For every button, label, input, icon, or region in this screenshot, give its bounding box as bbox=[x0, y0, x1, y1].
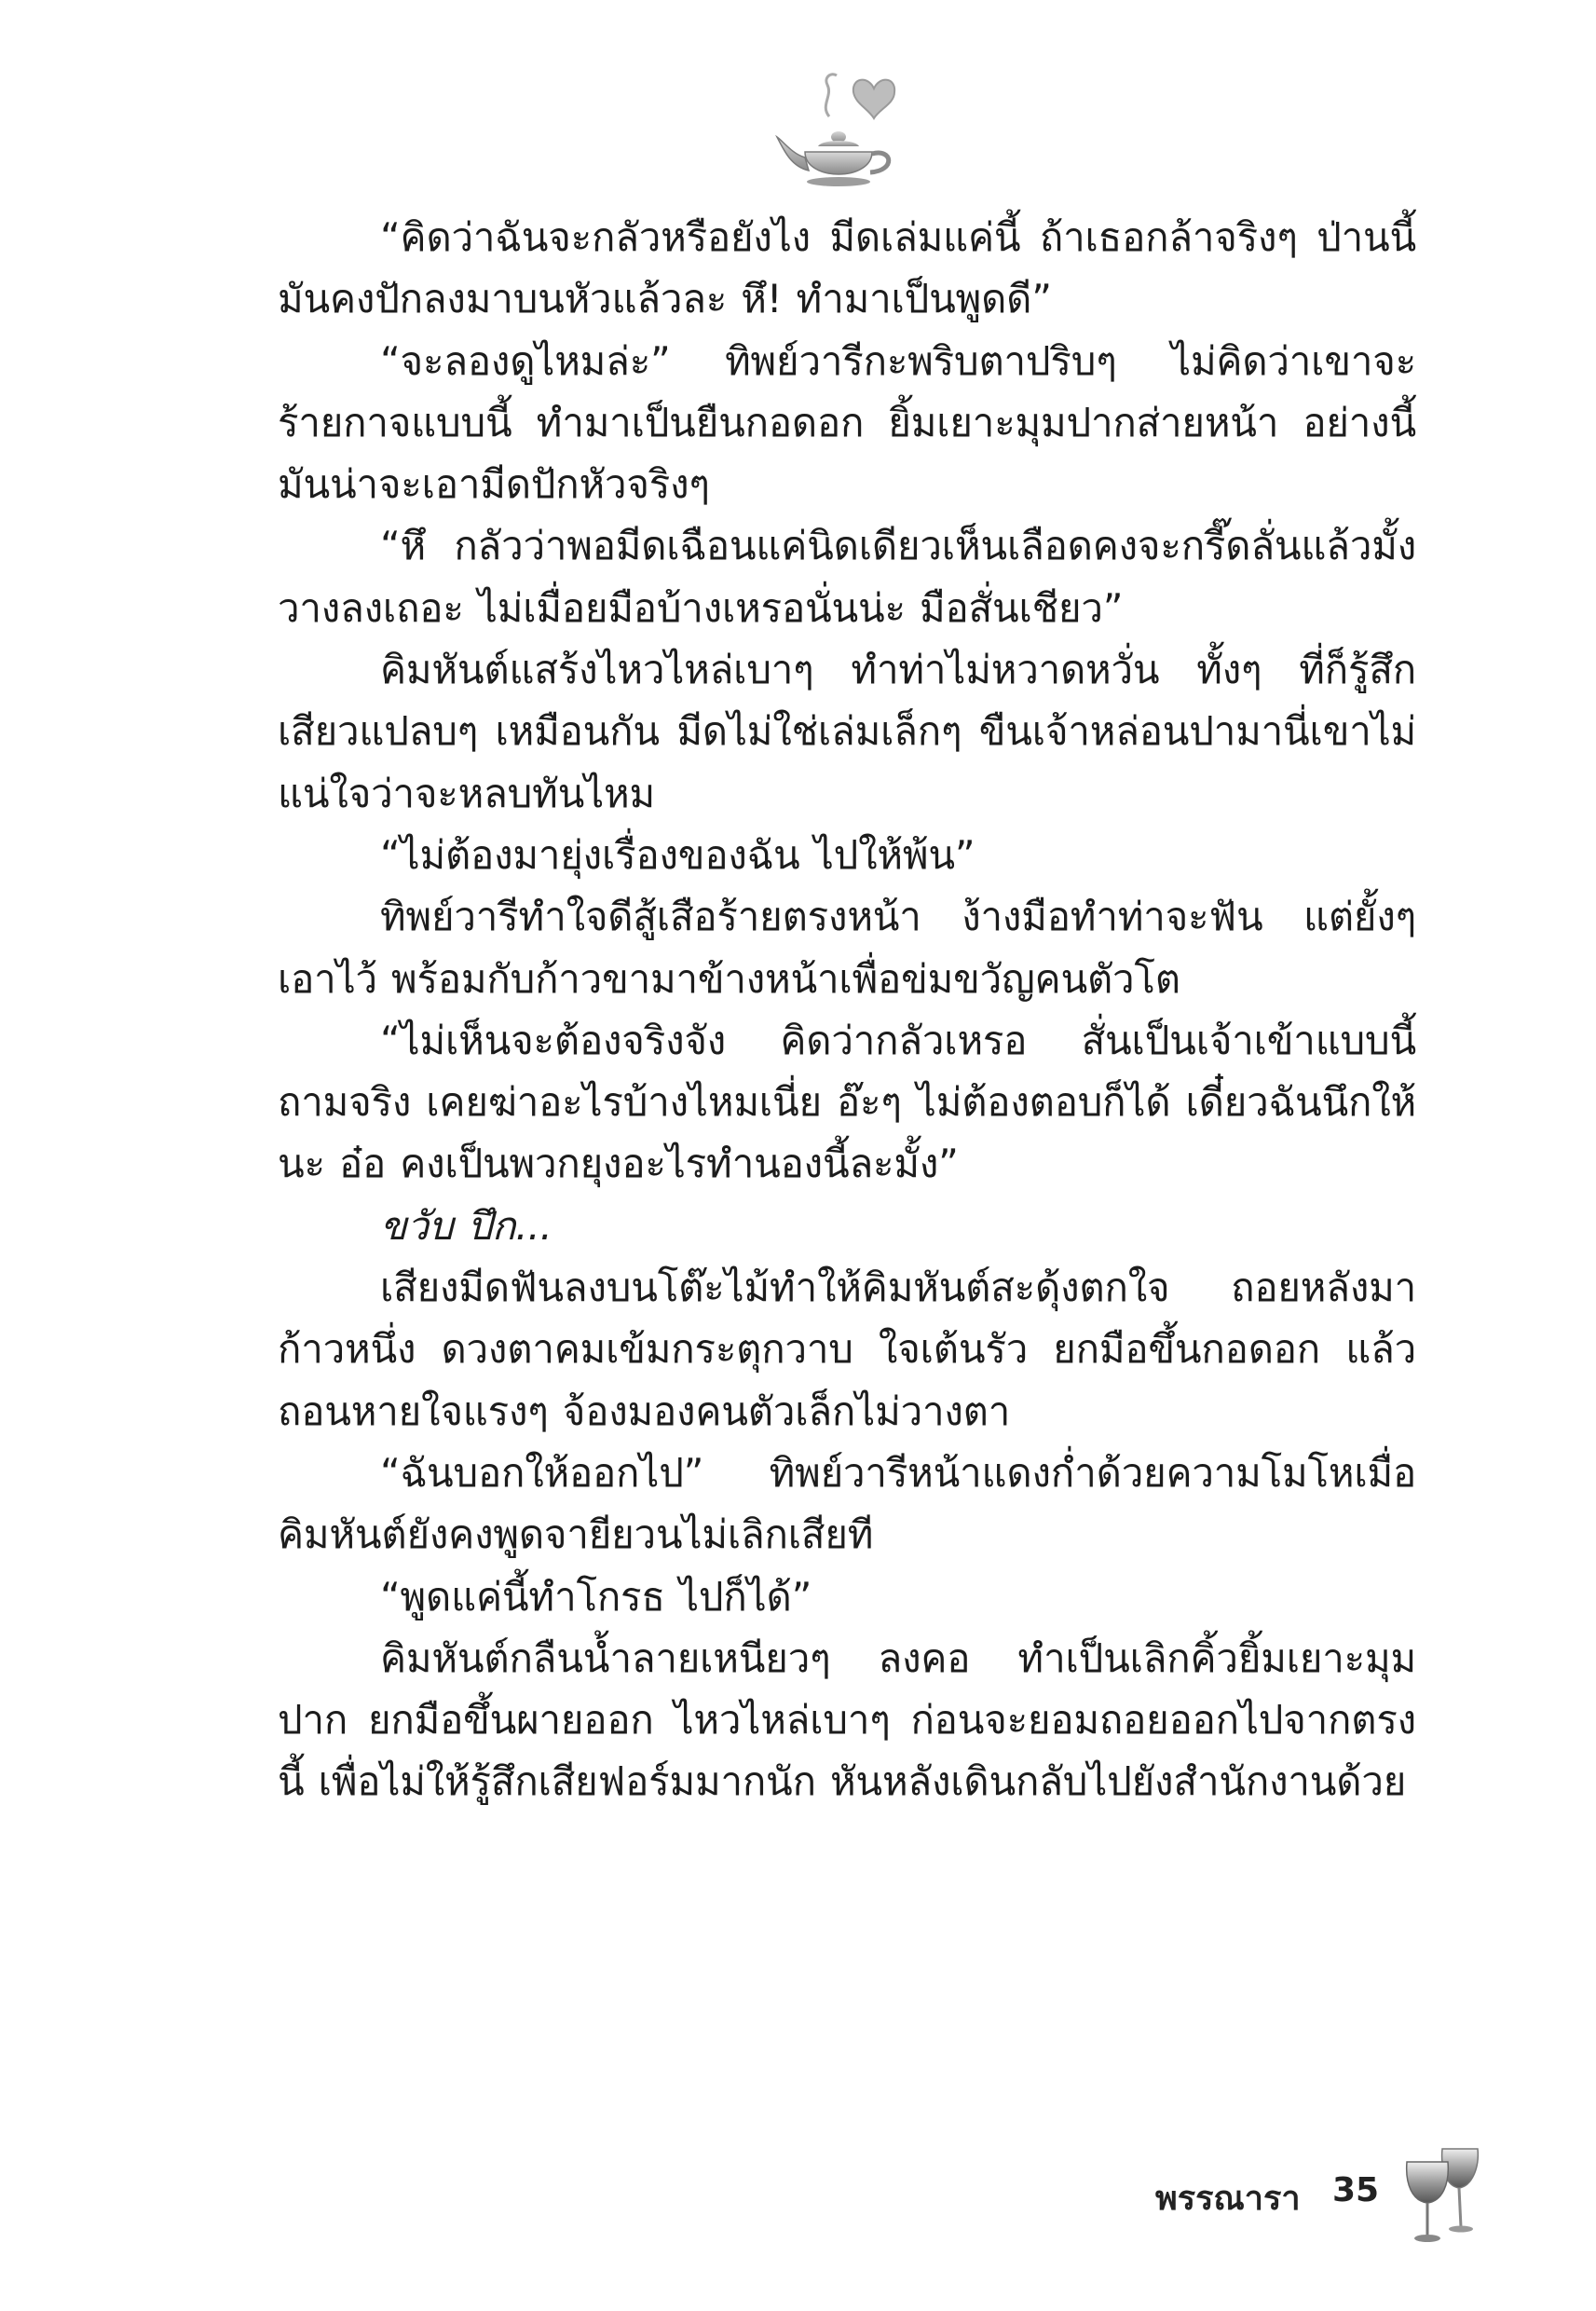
paragraph-6: ทิพย์วารีทำใจดีสู้เสือร้ายตรงหน้า ง้างมือทำท่าจะฟัน แต่ยั้งๆ เอาไว้ พร้อมกับก้าวขามาข้างหน้าเพื่อข่มขวัญคนตัวโต bbox=[278, 894, 1416, 1002]
main-text bbox=[278, 207, 1416, 2117]
paragraph-8: ขวับ ปึก... bbox=[380, 1202, 552, 1249]
paragraph-4: คิมหันต์แสร้งไหวไหล่เบาๆ ทำท่าไม่หวาดหวั่น ทั้งๆ ที่ก็รู้สึกเสียวแปลบๆ เหมือนกัน มีดไม่ใช่เล่มเล็กๆ ขืนเจ้าหล่อนปามานี่เขาไม่แน่ใจว่าจะหลบทันไหม bbox=[278, 647, 1416, 816]
paragraph-12: คิมหันต์กลืนน้ำลายเหนียวๆ ลงคอ ทำเป็นเลิกคิ้วยิ้มเยาะมุมปาก ยกมือขึ้นผายออก ไหวไหล่เบาๆ ก่อนจะยอมถอยออกไปจากตรงนี้ เพื่อไม่ให้รู้สึกเสียฟอร์มมากนัก หันหลังเดินกลับไปยังสำนักงานด้วย bbox=[278, 1634, 1416, 1805]
paragraph-3: “หึ กลัวว่าพอมีดเฉือนแค่นิดเดียวเห็นเลือดคงจะกรี๊ดลั่นแล้วมั้ง วางลงเถอะ ไม่เมื่อยมือบ้างเหรอนั่นน่ะ มือสั่นเชียว” bbox=[278, 523, 1416, 631]
paragraph-5: “ไม่ต้องมายุ่งเรื่องของฉัน ไปให้พ้น” bbox=[380, 831, 975, 878]
page-footer bbox=[1099, 2143, 1491, 2246]
paragraph-2: “จะลองดูไหมล่ะ” ทิพย์วารีกะพริบตาปริบๆ ไม่คิดว่าเขาจะร้ายกาจแบบนี้ ทำมาเป็นยืนกอดอก ยิ้มเยาะมุมปากส่ายหน้า อย่างนี้มันน่าจะเอามีดปักหัวจริงๆ bbox=[278, 337, 1416, 508]
paragraph-10: “ฉันบอกให้ออกไป” ทิพย์วารีหน้าแดงก่ำด้วยความโมโหเมื่อคิมหันต์ยังคงพูดจายียวนไม่เลิกเสียที bbox=[278, 1449, 1416, 1558]
page-number: 35 bbox=[1332, 2171, 1380, 2209]
teapot-with-heart-icon bbox=[764, 51, 932, 200]
wine-glasses-icon bbox=[1398, 2143, 1491, 2246]
paragraph-1: “คิดว่าฉันจะกลัวหรือยังไง มีดเล่มแค่นี้ ถ้าเธอกล้าจริงๆ ป่านนี้มันคงปักลงมาบนหัวแล้วละ หึ! ทำมาเป็นพูดดี” bbox=[278, 214, 1416, 322]
paragraph-9: เสียงมีดฟันลงบนโต๊ะไม้ทำให้คิมหันต์สะดุ้งตกใจ ถอยหลังมาก้าวหนึ่ง ดวงตาคมเข้มกระตุกวาบ ใจเต้นรัว ยกมือขึ้นกอดอก แล้วถอนหายใจแรงๆ จ้องมองคนตัวเล็กไม่วางตา bbox=[278, 1265, 1416, 1434]
paragraph-7: “ไม่เห็นจะต้องจริงจัง คิดว่ากลัวเหรอ สั่นเป็นเจ้าเข้าแบบนี้ ถามจริง เคยฆ่าอะไรบ้างไหมเนี่ย อ๊ะๆ ไม่ต้องตอบก็ได้ เดี๋ยวฉันนึกให้นะ อ๋อ คงเป็นพวกยุงอะไรทำนองนี้ละมั้ง” bbox=[278, 1017, 1416, 1187]
paragraph-11: “พูดแค่นี้ทำโกรธ ไปก็ได้” bbox=[380, 1573, 812, 1620]
book-title: พรรณารา bbox=[1155, 2180, 1301, 2218]
